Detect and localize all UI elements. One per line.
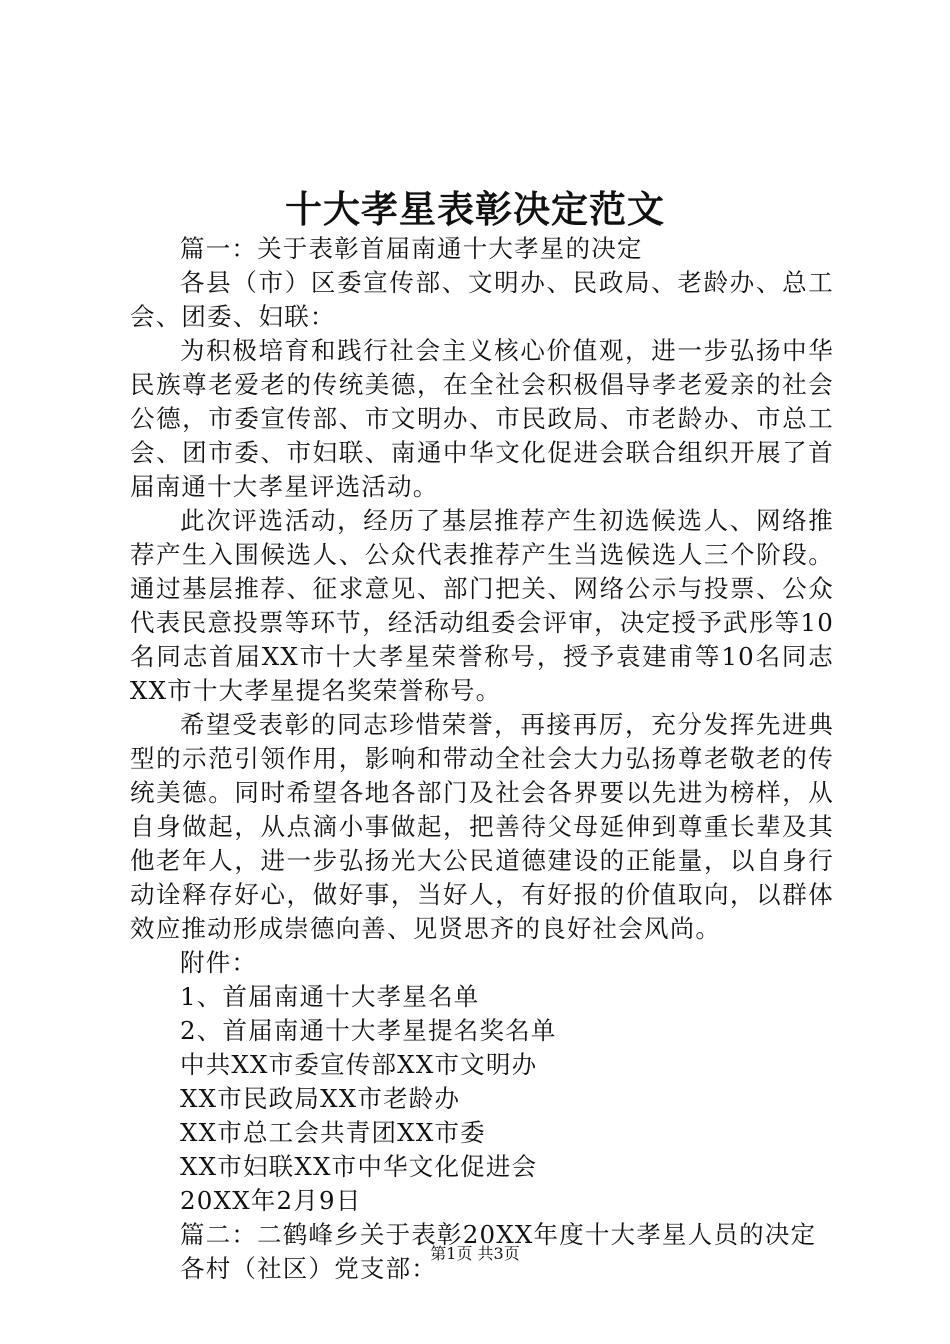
signatory-line: XX市妇联XX市中华文化促进会 bbox=[180, 1152, 538, 1181]
addressee-line: 各村（社区）党支部： bbox=[180, 1254, 437, 1283]
attachment-item: 2、首届南通十大孝星提名奖名单 bbox=[180, 1016, 557, 1045]
section-heading: 篇二：二鹤峰乡关于表彰20XX年度十大孝星人员的决定 bbox=[180, 1220, 817, 1249]
paragraph: 希望受表彰的同志珍惜荣誉，再接再厉，充分发挥先进典型的示范引领作用，影响和带动全社会大力弘扬尊老敬老的传统美德。同时希望各地各部门及社会各界要以先进为榜样，从自身做起，从点滴小事做起，把善待父母延伸到尊重长辈及其他老年人，进一步弘扬光大公民道德建设的正能量，以自身行动诠释存好心，做好事，当好人，有好报的价值取向，以群体效应推动形成崇德向善、见贤思齐的良好社会风尚。 bbox=[130, 710, 834, 943]
paragraph: 篇一：关于表彰首届南通十大孝星的决定 bbox=[180, 234, 643, 263]
attachment-item: 1、首届南通十大孝星名单 bbox=[180, 982, 480, 1011]
signatory-line: XX市总工会共青团XX市委 bbox=[180, 1118, 486, 1147]
paragraph: 各县（市）区委宣传部、文明办、民政局、老龄办、总工会、团委、妇联： bbox=[130, 268, 834, 331]
paragraph: 为积极培育和践行社会主义核心价值观，进一步弘扬中华民族尊老爱老的传统美德，在全社会积极倡导孝老爱亲的社会公德，市委宣传部、市文明办、市民政局、市老龄办、市总工会、团市委、市妇联、南通中华文化促进会联合组织开展了首届南通十大孝星评选活动。 bbox=[130, 336, 834, 501]
paragraph: 附件： bbox=[180, 948, 258, 977]
signatory-line: 中共XX市委宣传部XX市文明办 bbox=[180, 1050, 538, 1079]
document-title: 十大孝星表彰决定范文 bbox=[285, 187, 665, 231]
document-date: 20XX年2月9日 bbox=[180, 1186, 362, 1215]
document-body bbox=[130, 232, 834, 1286]
page-footer: 第1页 共3页 bbox=[430, 1244, 520, 1263]
paragraph: 此次评选活动，经历了基层推荐产生初选候选人、网络推荐产生入围候选人、公众代表推荐产生当选候选人三个阶段。通过基层推荐、征求意见、部门把关、网络公示与投票、公众代表民意投票等环节，经活动组委会评审，决定授予武彤等10名同志首届XX市十大孝星荣誉称号，授予袁建甫等10名同志XX市十大孝星提名奖荣誉称号。 bbox=[130, 506, 834, 705]
signatory-line: XX市民政局XX市老龄办 bbox=[180, 1084, 461, 1113]
